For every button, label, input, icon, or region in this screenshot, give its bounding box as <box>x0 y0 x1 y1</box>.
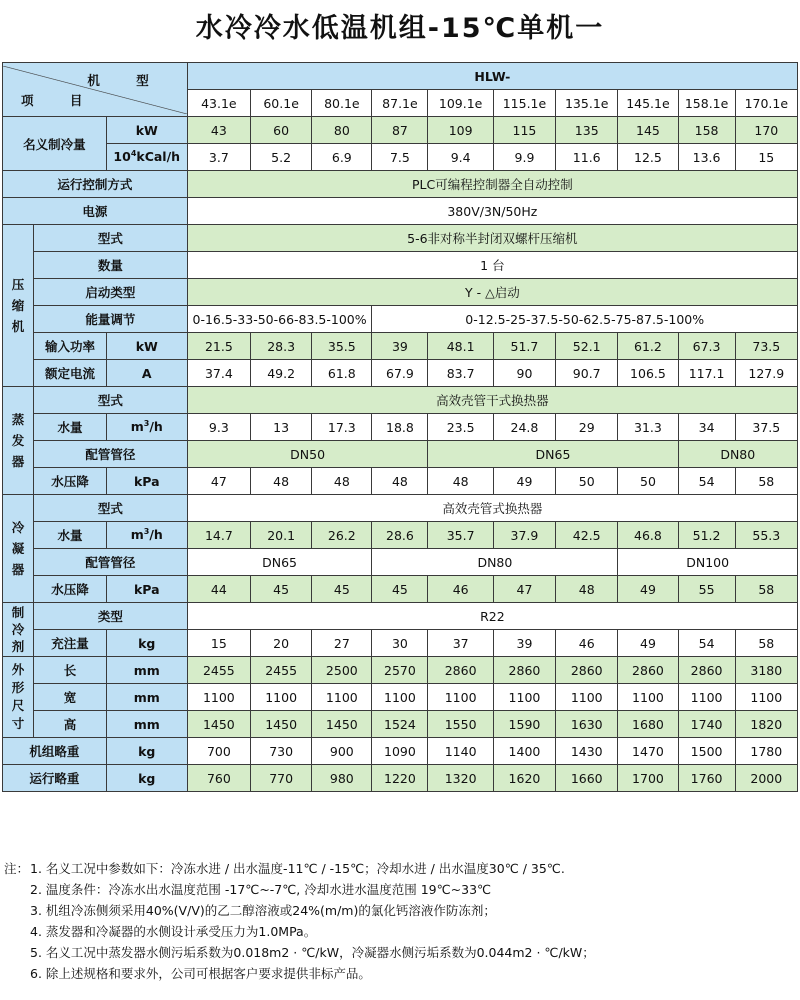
kw-value-cell: 87 <box>372 117 428 144</box>
uw-value-cell: 1470 <box>618 738 678 765</box>
condenser-pipe-a: DN65 <box>187 549 372 576</box>
control-label: 运行控制方式 <box>3 171 188 198</box>
uw-value-cell: 1090 <box>372 738 428 765</box>
condenser-type-label: 型式 <box>34 495 188 522</box>
condenser-flow-unit: $m^3/h$ <box>106 522 187 549</box>
cdrop-value-cell: 45 <box>312 576 372 603</box>
edrop-value-cell: 50 <box>618 468 678 495</box>
power-row <box>3 198 798 225</box>
rw-value-cell: 760 <box>187 765 250 792</box>
hgt-value-cell: 1450 <box>312 711 372 738</box>
evaporator-type-label: 型式 <box>34 387 188 414</box>
len-value-cell: 2860 <box>428 657 493 684</box>
models-value-cell: 145.1e <box>618 90 678 117</box>
models-value-cell: 109.1e <box>428 90 493 117</box>
cdrop-value-cell: 49 <box>618 576 678 603</box>
rw-value-cell: 1700 <box>618 765 678 792</box>
hgt-value-cell: 1590 <box>493 711 555 738</box>
dimension-length-unit: mm <box>106 657 187 684</box>
rw-value-cell: 1220 <box>372 765 428 792</box>
cdrop-value-cell: 45 <box>251 576 312 603</box>
refrigerant-type-row <box>3 603 798 630</box>
current-value-cell: 90 <box>493 360 555 387</box>
input-value-cell: 39 <box>372 333 428 360</box>
evaporator-group-label: 蒸 发 器 <box>3 387 34 495</box>
header-corner-cell <box>3 63 188 117</box>
input-value-cell: 61.2 <box>618 333 678 360</box>
input-value-cell: 67.3 <box>678 333 735 360</box>
refrigerant-type-value: R22 <box>187 603 797 630</box>
refrigerant-type-label: 类型 <box>34 603 188 630</box>
hgt-value-cell: 1524 <box>372 711 428 738</box>
hgt-value-cell: 1680 <box>618 711 678 738</box>
charge-value-cell: 39 <box>493 630 555 657</box>
rw-value-cell: 1660 <box>556 765 618 792</box>
kcal-value-cell: 6.9 <box>312 144 372 171</box>
cooling-label: 名义制冷量 <box>3 117 107 171</box>
cdrop-value-cell: 44 <box>187 576 250 603</box>
cflow-value-cell: 42.5 <box>556 522 618 549</box>
kcal-value-cell: 7.5 <box>372 144 428 171</box>
kw-value-cell: 43 <box>187 117 250 144</box>
compressor-capacity-a: 0-16.5-33-50-66-83.5-100% <box>187 306 372 333</box>
cooling-kw-unit: kW <box>106 117 187 144</box>
notes-section <box>0 858 800 984</box>
current-value-cell: 117.1 <box>678 360 735 387</box>
note-4: 4. 蒸发器和冷凝器的水侧设计承受压力为1.0MPa。 <box>30 924 317 939</box>
cflow-value-cell: 14.7 <box>187 522 250 549</box>
kw-value-cell: 135 <box>556 117 618 144</box>
edrop-value-cell: 48 <box>251 468 312 495</box>
wid-value-cell: 1100 <box>735 684 797 711</box>
hgt-value-cell: 1450 <box>187 711 250 738</box>
condenser-type-row <box>3 495 798 522</box>
uw-value-cell: 1500 <box>678 738 735 765</box>
uw-value-cell: 730 <box>251 738 312 765</box>
edrop-value-cell: 48 <box>312 468 372 495</box>
compressor-capacity-row <box>3 306 798 333</box>
condenser-flow-label: 水量 <box>34 522 107 549</box>
kcal-value-cell: 5.2 <box>251 144 312 171</box>
evaporator-type-value: 高效壳管干式换热器 <box>187 387 797 414</box>
current-value-cell: 67.9 <box>372 360 428 387</box>
charge-value-cell: 49 <box>618 630 678 657</box>
current-value-cell: 37.4 <box>187 360 250 387</box>
models-value-cell: 87.1e <box>372 90 428 117</box>
input-value-cell: 48.1 <box>428 333 493 360</box>
cdrop-value-cell: 48 <box>556 576 618 603</box>
header-row-series <box>3 63 798 90</box>
current-value-cell: 49.2 <box>251 360 312 387</box>
rw-value-cell: 1320 <box>428 765 493 792</box>
note-6: 6. 除上述规格和要求外，公司可根据客户要求提供非标产品。 <box>30 966 371 981</box>
cflow-value-cell: 46.8 <box>618 522 678 549</box>
models-value-cell: 170.1e <box>735 90 797 117</box>
dimension-width-unit: mm <box>106 684 187 711</box>
refrigerant-charge-row <box>3 630 798 657</box>
refrigerant-charge-label: 充注量 <box>34 630 107 657</box>
wid-value-cell: 1100 <box>428 684 493 711</box>
hgt-value-cell: 1630 <box>556 711 618 738</box>
compressor-qty-row <box>3 252 798 279</box>
edrop-value-cell: 48 <box>428 468 493 495</box>
cflow-value-cell: 26.2 <box>312 522 372 549</box>
wid-value-cell: 1100 <box>372 684 428 711</box>
kcal-value-cell: 3.7 <box>187 144 250 171</box>
evaporator-type-row <box>3 387 798 414</box>
compressor-capacity-b: 0-12.5-25-37.5-50-62.5-75-87.5-100% <box>372 306 798 333</box>
kcal-value-cell: 9.4 <box>428 144 493 171</box>
cflow-value-cell: 20.1 <box>251 522 312 549</box>
compressor-capacity-label: 能量调节 <box>34 306 188 333</box>
current-value-cell: 127.9 <box>735 360 797 387</box>
condenser-type-value: 高效壳管式换热器 <box>187 495 797 522</box>
control-value: PLC可编程控制器全自动控制 <box>187 171 797 198</box>
input-value-cell: 35.5 <box>312 333 372 360</box>
uw-value-cell: 1400 <box>493 738 555 765</box>
wid-value-cell: 1100 <box>312 684 372 711</box>
compressor-qty-label: 数量 <box>34 252 188 279</box>
item-label: 项 目 <box>21 92 99 108</box>
cdrop-value-cell: 45 <box>372 576 428 603</box>
dimension-width-row <box>3 684 798 711</box>
charge-value-cell: 15 <box>187 630 250 657</box>
unit-weight-unit: kg <box>106 738 187 765</box>
charge-value-cell: 58 <box>735 630 797 657</box>
uw-value-cell: 1780 <box>735 738 797 765</box>
models-value-cell: 60.1e <box>251 90 312 117</box>
cdrop-value-cell: 46 <box>428 576 493 603</box>
compressor-type-row <box>3 225 798 252</box>
eflow-value-cell: 9.3 <box>187 414 250 441</box>
rw-value-cell: 1620 <box>493 765 555 792</box>
condenser-flow-row <box>3 522 798 549</box>
wid-value-cell: 1100 <box>251 684 312 711</box>
unit-weight-label: 机组略重 <box>3 738 107 765</box>
condenser-group-label: 冷 凝 器 <box>3 495 34 603</box>
series-header: HLW- <box>187 63 797 90</box>
compressor-input-row <box>3 333 798 360</box>
power-value: 380V/3N/50Hz <box>187 198 797 225</box>
compressor-start-value: Y - △启动 <box>187 279 797 306</box>
cooling-kcal-unit: $10^4kCal/h$ <box>106 144 187 171</box>
eflow-value-cell: 24.8 <box>493 414 555 441</box>
edrop-value-cell: 50 <box>556 468 618 495</box>
models-value-cell: 115.1e <box>493 90 555 117</box>
kw-value-cell: 109 <box>428 117 493 144</box>
uw-value-cell: 1430 <box>556 738 618 765</box>
condenser-drop-unit: kPa <box>106 576 187 603</box>
eflow-value-cell: 37.5 <box>735 414 797 441</box>
cdrop-value-cell: 55 <box>678 576 735 603</box>
compressor-current-row <box>3 360 798 387</box>
evaporator-flow-row <box>3 414 798 441</box>
note-2: 2. 温度条件：冷冻水出水温度范围 -17℃~-7℃, 冷却水进水温度范围 19℃~33℃ <box>30 882 492 897</box>
current-value-cell: 106.5 <box>618 360 678 387</box>
rw-value-cell: 1760 <box>678 765 735 792</box>
condenser-drop-label: 水压降 <box>34 576 107 603</box>
eflow-value-cell: 17.3 <box>312 414 372 441</box>
spec-table <box>2 62 798 792</box>
refrigerant-group-label: 制 冷 剂 <box>3 603 34 657</box>
note-3: 3. 机组冷冻侧须采用40%(V/V)的乙二醇溶液或24%(m/m)的氯化钙溶液作防冻剂； <box>30 903 496 918</box>
charge-value-cell: 27 <box>312 630 372 657</box>
compressor-current-unit: A <box>106 360 187 387</box>
cflow-value-cell: 28.6 <box>372 522 428 549</box>
evaporator-pipe-c: DN80 <box>678 441 797 468</box>
input-value-cell: 28.3 <box>251 333 312 360</box>
note-5: 5. 名义工况中蒸发器水侧污垢系数为0.018m2 · ℃/kW，冷凝器水侧污垢系数为0.044m2 · ℃/kW； <box>30 945 595 960</box>
edrop-value-cell: 54 <box>678 468 735 495</box>
input-value-cell: 73.5 <box>735 333 797 360</box>
compressor-qty-value: 1 台 <box>187 252 797 279</box>
kcal-value-cell: 9.9 <box>493 144 555 171</box>
edrop-value-cell: 47 <box>187 468 250 495</box>
evaporator-pipe-label: 配管管径 <box>34 441 188 468</box>
cflow-value-cell: 51.2 <box>678 522 735 549</box>
page-title: 水冷冷水低温机组-15℃单机一 <box>195 13 605 44</box>
evaporator-pipe-a: DN50 <box>187 441 428 468</box>
models-value-cell: 158.1e <box>678 90 735 117</box>
eflow-value-cell: 18.8 <box>372 414 428 441</box>
len-value-cell: 3180 <box>735 657 797 684</box>
condenser-pipe-b: DN80 <box>372 549 618 576</box>
len-value-cell: 2860 <box>618 657 678 684</box>
kw-value-cell: 145 <box>618 117 678 144</box>
charge-value-cell: 20 <box>251 630 312 657</box>
rw-value-cell: 770 <box>251 765 312 792</box>
kw-value-cell: 80 <box>312 117 372 144</box>
evaporator-pipe-b: DN65 <box>428 441 678 468</box>
condenser-pipe-c: DN100 <box>618 549 798 576</box>
wid-value-cell: 1100 <box>493 684 555 711</box>
evaporator-flow-label: 水量 <box>34 414 107 441</box>
wid-value-cell: 1100 <box>678 684 735 711</box>
dimension-height-label: 高 <box>34 711 107 738</box>
kcal-value-cell: 11.6 <box>556 144 618 171</box>
control-row <box>3 171 798 198</box>
edrop-value-cell: 49 <box>493 468 555 495</box>
unit-weight-row <box>3 738 798 765</box>
len-value-cell: 2860 <box>556 657 618 684</box>
run-weight-label: 运行略重 <box>3 765 107 792</box>
wid-value-cell: 1100 <box>556 684 618 711</box>
current-value-cell: 61.8 <box>312 360 372 387</box>
cflow-value-cell: 55.3 <box>735 522 797 549</box>
uw-value-cell: 700 <box>187 738 250 765</box>
compressor-group-label: 压 缩 机 <box>3 225 34 387</box>
input-value-cell: 51.7 <box>493 333 555 360</box>
compressor-type-value: 5-6非对称半封闭双螺杆压缩机 <box>187 225 797 252</box>
kw-value-cell: 60 <box>251 117 312 144</box>
condenser-pipe-row <box>3 549 798 576</box>
compressor-start-row <box>3 279 798 306</box>
hgt-value-cell: 1740 <box>678 711 735 738</box>
kcal-value-cell: 13.6 <box>678 144 735 171</box>
model-label: 机 型 <box>87 72 165 88</box>
charge-value-cell: 37 <box>428 630 493 657</box>
input-value-cell: 21.5 <box>187 333 250 360</box>
power-label: 电源 <box>3 198 188 225</box>
run-weight-row <box>3 765 798 792</box>
dimension-height-row <box>3 711 798 738</box>
edrop-value-cell: 58 <box>735 468 797 495</box>
eflow-value-cell: 13 <box>251 414 312 441</box>
cdrop-value-cell: 58 <box>735 576 797 603</box>
input-value-cell: 52.1 <box>556 333 618 360</box>
cooling-kcal-row <box>3 144 798 171</box>
compressor-input-unit: kW <box>106 333 187 360</box>
eflow-value-cell: 34 <box>678 414 735 441</box>
len-value-cell: 2860 <box>493 657 555 684</box>
compressor-start-label: 启动类型 <box>34 279 188 306</box>
edrop-value-cell: 48 <box>372 468 428 495</box>
dimensions-group-label: 外 形 尺 寸 <box>3 657 34 738</box>
dimension-length-row <box>3 657 798 684</box>
compressor-current-label: 额定电流 <box>34 360 107 387</box>
current-value-cell: 90.7 <box>556 360 618 387</box>
kw-value-cell: 158 <box>678 117 735 144</box>
evaporator-drop-row <box>3 468 798 495</box>
dimension-height-unit: mm <box>106 711 187 738</box>
cflow-value-cell: 35.7 <box>428 522 493 549</box>
evaporator-flow-unit: $m^3/h$ <box>106 414 187 441</box>
len-value-cell: 2455 <box>251 657 312 684</box>
hgt-value-cell: 1820 <box>735 711 797 738</box>
cooling-kw-row <box>3 117 798 144</box>
notes-label: 注： <box>4 861 30 876</box>
uw-value-cell: 1140 <box>428 738 493 765</box>
evaporator-drop-unit: kPa <box>106 468 187 495</box>
note-1: 注： 1. 名义工况中参数如下：冷冻水进 / 出水温度-11℃ / -15℃；冷却水进 / 出水温度30℃ / 35℃. <box>0 858 800 879</box>
kw-value-cell: 115 <box>493 117 555 144</box>
condenser-pipe-label: 配管管径 <box>34 549 188 576</box>
len-value-cell: 2455 <box>187 657 250 684</box>
compressor-type-label: 型式 <box>34 225 188 252</box>
eflow-value-cell: 29 <box>556 414 618 441</box>
hgt-value-cell: 1550 <box>428 711 493 738</box>
kcal-value-cell: 15 <box>735 144 797 171</box>
condenser-drop-row <box>3 576 798 603</box>
compressor-input-label: 输入功率 <box>34 333 107 360</box>
hgt-value-cell: 1450 <box>251 711 312 738</box>
models-value-cell: 135.1e <box>556 90 618 117</box>
kcal-value-cell: 12.5 <box>618 144 678 171</box>
eflow-value-cell: 23.5 <box>428 414 493 441</box>
cflow-value-cell: 37.9 <box>493 522 555 549</box>
refrigerant-charge-unit: kg <box>106 630 187 657</box>
run-weight-unit: kg <box>106 765 187 792</box>
charge-value-cell: 46 <box>556 630 618 657</box>
wid-value-cell: 1100 <box>618 684 678 711</box>
wid-value-cell: 1100 <box>187 684 250 711</box>
rw-value-cell: 2000 <box>735 765 797 792</box>
dimension-width-label: 宽 <box>34 684 107 711</box>
cdrop-value-cell: 47 <box>493 576 555 603</box>
models-value-cell: 80.1e <box>312 90 372 117</box>
charge-value-cell: 30 <box>372 630 428 657</box>
uw-value-cell: 900 <box>312 738 372 765</box>
models-value-cell: 43.1e <box>187 90 250 117</box>
evaporator-pipe-row <box>3 441 798 468</box>
dimension-length-label: 长 <box>34 657 107 684</box>
len-value-cell: 2570 <box>372 657 428 684</box>
len-value-cell: 2860 <box>678 657 735 684</box>
charge-value-cell: 54 <box>678 630 735 657</box>
kw-value-cell: 170 <box>735 117 797 144</box>
len-value-cell: 2500 <box>312 657 372 684</box>
eflow-value-cell: 31.3 <box>618 414 678 441</box>
rw-value-cell: 980 <box>312 765 372 792</box>
current-value-cell: 83.7 <box>428 360 493 387</box>
evaporator-drop-label: 水压降 <box>34 468 107 495</box>
